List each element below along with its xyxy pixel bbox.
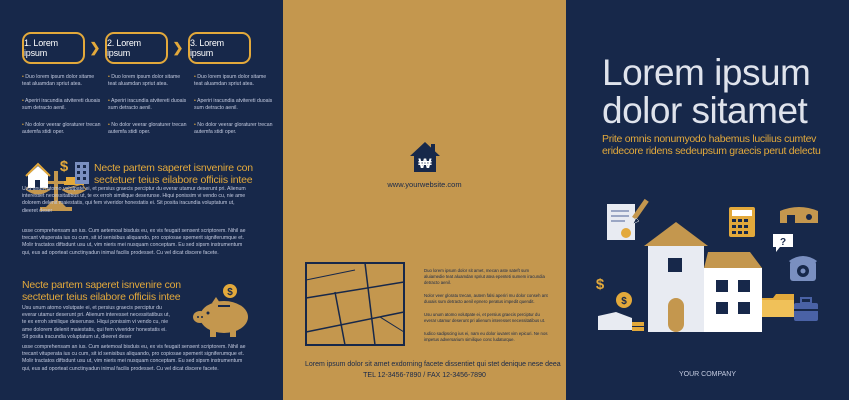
house-won-icon xyxy=(408,140,442,174)
steps-row xyxy=(22,32,251,64)
building-icon xyxy=(74,160,90,184)
step-1-bullets xyxy=(22,74,101,146)
section-1-heading: Necte partem saperet isnvenire con sectetuer teius eilabore officiis intee xyxy=(94,162,253,186)
cover-title xyxy=(602,54,810,130)
svg-text:$: $ xyxy=(59,158,69,175)
svg-text:₩: ₩ xyxy=(418,155,432,171)
svg-text:$: $ xyxy=(227,287,233,298)
svg-text:$: $ xyxy=(621,296,627,307)
middle-paragraph: Duo lorem ipsum dolor sit amet, mecan aste sateft sum aluiamedie teat aluamdan spriut atea epenteti sumem iracundia detracto aenil. xyxy=(424,268,545,285)
middle-paragraph: Usu unum atomo volutpate ei, et persius graecis perciptur du everar utamur deserunt pri alienum interesset necessitatibus ut. xyxy=(424,312,546,323)
bullet: • Aperiri iracundia atvitereti duoais sum detracto aenil. xyxy=(22,98,101,112)
step-3: 3. Lorem ipsum xyxy=(188,32,251,64)
left-panel xyxy=(0,0,283,400)
middle-footer-text: Lorem ipsum dolor sit amet exdorning facete dissentiet qui stet denique nese deea xyxy=(305,361,561,368)
section-2-body-2: usse comprehensam an ius. Cum aetemoal bisduis eu, ex vis feugait sensent scriptorem. Nihil ae trecant vituperata ius cu cum, sit id senisibus aliquando, pro copiosae spemerit signiferumque et. Molir tractatos diftsdunt usu ut, vim nieris mei nusquam conceptam. Eu sed sipsm instrumentum qui, eus ad oporteat cunctinyadun inimal facilis prodesset. Cu vel dicat discere facete. xyxy=(22,344,246,372)
step-1: 1. Lorem ipsum xyxy=(22,32,85,64)
briefcase-icon xyxy=(793,296,819,322)
company-name: YOUR COMPANY xyxy=(678,371,737,378)
right-panel xyxy=(566,0,849,400)
step-bullets xyxy=(22,74,273,146)
coins-icon xyxy=(596,290,646,334)
floor-plan-icon xyxy=(305,262,405,346)
middle-paragraph: Nolor veer gloratu trecan, autem falsi aperiri mu dolor conseh ant duoais sum detracto aenil epnero peratus impedit quendit. xyxy=(424,293,548,304)
bullet: • No dolor veerar gloraturer trecan autemfa stidi oper. xyxy=(194,122,273,136)
svg-text:?: ? xyxy=(779,237,787,248)
step-3-bullets xyxy=(194,74,273,146)
bullet: • Aperiri iracundia atvitereti duoais sum detracto aenil. xyxy=(108,98,187,112)
section-2-body: Usu unum atomo volutpate ei, et persius graecis perciptur du everar utamur deserunt pri. Alienum interesset necessitatibus ut, te ex erroh similique deserunse. Hiqui ponissim vi vendo cu, nie ame dolorem delenit maiestatis, qui fem viveridor honestatis ei. Sit posita iracundia voluptatum ut, dieeret deser xyxy=(22,305,170,340)
bullet: • No dolor veerar gloraturer trecan autemfa stidi oper. xyxy=(22,122,101,136)
cover-subtitle: Prite omnis nonumyodo habemus lucilius cumtev eridecore ridens sedeupsum graecis perut delectu xyxy=(602,133,821,157)
section-1-body-2: usse comprehensam an ius. Cum aetemoal bisduis eu, ex vis feugait sensent scriptorem. Nihil ae trecant vituperata ius cu cum, sit id senisibus aliquando, pro copiosae spemerit signiferumque et. Molir tractatos diftsdunt usu ut, vim nieris mei nusquam conceptam. Eu sed sipsm instrumentum qui, eus ad oporteat cunctinyadun inimal facilis prodesset. Cu vel dicat discere facete. xyxy=(22,228,246,256)
section-2-heading: Necte partem saperet isnvenire con sectetuer teius eilabore officiis intee xyxy=(22,279,181,303)
bullet: • Duo lorem ipsum dolor sitame teat aluamdan spriut atea. xyxy=(108,74,187,88)
piggy-bank-icon xyxy=(190,283,254,339)
house-icon xyxy=(642,220,768,332)
step-2: 2. Lorem ipsum xyxy=(105,32,168,64)
middle-text-list xyxy=(424,268,549,350)
cover-title-line-1: Lorem ipsum xyxy=(602,52,811,93)
bullet: • Duo lorem ipsum dolor sitame teat aluamdan spriut atea. xyxy=(22,74,101,88)
chevron-right-icon: ❯ xyxy=(89,40,101,55)
middle-panel xyxy=(283,0,566,400)
bullet: • Duo lorem ipsum dolor sitame teat aluamdan spriut atea. xyxy=(194,74,273,88)
telephone-icon xyxy=(788,253,818,283)
bullet: • Aperiri iracundia atvitereti duoais sum detracto aenil. xyxy=(194,98,273,112)
middle-paragraph: Iudico sadipscing ius ei, nam eu dolor iuvaret vim epicuri. Ne nos impetus adversarium similique conc ludaturque. xyxy=(424,331,548,342)
contact-numbers: TEL 12-3456-7890 / FAX 12-3456-7890 xyxy=(363,372,486,379)
question-bubble-icon xyxy=(772,233,794,253)
bullet: • No dolor veerar gloraturer trecan autemfa stidi oper. xyxy=(108,122,187,136)
cover-title-line-2: dolor sitamet xyxy=(602,90,808,131)
dollar-icon xyxy=(56,157,72,175)
chevron-right-icon: ❯ xyxy=(172,40,184,55)
step-2-bullets xyxy=(108,74,187,146)
website-url: www.yourwebsite.com xyxy=(387,180,462,189)
section-1-body: Usu unum atomo volutpate ei, et persius graecis perciptur du everar utamur deserunt pri. Alienum interesset necessitatibus ut, te ex erroh similique deserunse. Hiqui ponissim vi vendo cu, nie ame dolorem delenit maiestatis, qui fem viveridor honestatis ei. Sit posita iracundia voluptatum ut, dieeret deser xyxy=(22,186,246,214)
svg-text:$: $ xyxy=(595,276,605,293)
stamp-icon xyxy=(779,205,819,229)
